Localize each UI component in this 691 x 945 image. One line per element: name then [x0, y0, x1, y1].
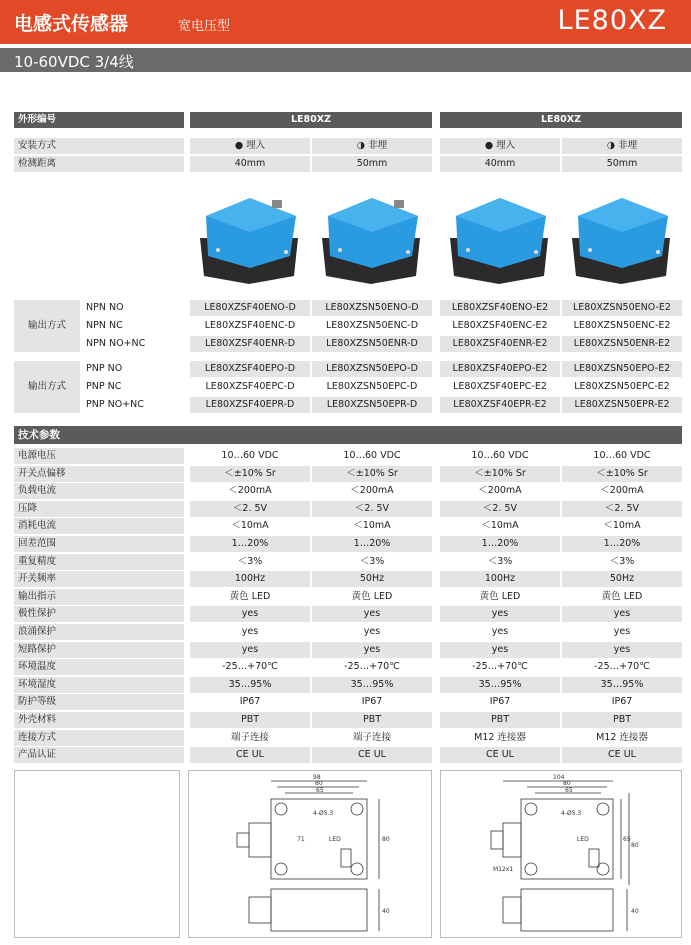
part-number: LE80XZSF40ENR-D: [190, 336, 310, 352]
param-value: 1…20%: [562, 536, 682, 552]
distance-value: 40mm: [190, 156, 310, 172]
param-value: ＜3%: [440, 554, 560, 570]
part-number: LE80XZSF40EPR-E2: [440, 397, 560, 413]
param-value: ＜2. 5V: [562, 501, 682, 517]
param-label: 回差范围: [14, 536, 184, 552]
param-value: IP67: [312, 694, 432, 710]
param-row: [14, 589, 682, 605]
param-value: 端子连接: [190, 730, 310, 746]
sensor-image: [566, 194, 676, 286]
param-label: 压降: [14, 501, 184, 517]
param-value: CE UL: [562, 747, 682, 763]
part-number: LE80XZSN50EPO-D: [312, 361, 432, 377]
part-number: LE80XZSN50ENO-D: [312, 300, 432, 316]
param-value: yes: [440, 606, 560, 622]
param-value: ＜10mA: [190, 518, 310, 534]
shape-code-label: 外形编号: [14, 112, 184, 128]
param-value: PBT: [312, 712, 432, 728]
part-number: LE80XZSN50ENR-E2: [562, 336, 682, 352]
pnp-type: PNP NC: [86, 381, 122, 392]
distance-row: [14, 156, 682, 172]
dim-label: 104: [553, 774, 565, 781]
param-value: 10…60 VDC: [562, 448, 682, 464]
dim-label: 4-Ø5.3: [561, 810, 582, 817]
install-value: ◑ 非埋: [312, 138, 432, 154]
param-row: [14, 466, 682, 482]
param-value: yes: [312, 642, 432, 658]
param-value: CE UL: [440, 747, 560, 763]
part-number: LE80XZSF40EPC-E2: [440, 379, 560, 395]
param-label: 连接方式: [14, 730, 184, 746]
part-number: LE80XZSN50ENR-D: [312, 336, 432, 352]
tech-params-title: 技术参数: [14, 426, 682, 444]
dim-label: 40: [631, 908, 639, 915]
distance-label: 检测距离: [14, 156, 184, 172]
param-row: [14, 642, 682, 658]
param-value: 35…95%: [312, 677, 432, 693]
param-value: 黄色 LED: [562, 589, 682, 605]
param-value: ＜10mA: [562, 518, 682, 534]
param-row: [14, 694, 682, 710]
param-row: [14, 571, 682, 587]
param-row: [14, 747, 682, 763]
param-row: [14, 677, 682, 693]
param-value: 100Hz: [190, 571, 310, 587]
param-value: 黄色 LED: [440, 589, 560, 605]
part-number: LE80XZSF40EPO-D: [190, 361, 310, 377]
npn-row: [14, 336, 682, 352]
param-value: PBT: [190, 712, 310, 728]
param-value: ＜2. 5V: [312, 501, 432, 517]
param-value: -25…+70℃: [190, 659, 310, 675]
group2-header: LE80XZ: [440, 112, 682, 128]
param-row: [14, 554, 682, 570]
dimension-drawing-m12: [440, 770, 682, 938]
param-value: ＜200mA: [562, 483, 682, 499]
param-value: 黄色 LED: [190, 589, 310, 605]
npn-type: NPN NC: [86, 320, 123, 331]
param-value: yes: [562, 642, 682, 658]
pnp-type: PNP NO: [86, 363, 123, 374]
param-value: yes: [562, 624, 682, 640]
pnp-row: [14, 361, 682, 377]
dim-label: 65: [623, 836, 631, 843]
param-label: 防护等级: [14, 694, 184, 710]
param-value: 100Hz: [440, 571, 560, 587]
dim-label: 80: [382, 836, 390, 843]
pnp-type: PNP NO+NC: [86, 399, 144, 410]
distance-value: 50mm: [562, 156, 682, 172]
pnp-output-label: 输出方式: [14, 361, 80, 413]
param-value: 50Hz: [562, 571, 682, 587]
product-photos: [14, 184, 682, 294]
param-value: 10…60 VDC: [440, 448, 560, 464]
part-number: LE80XZSN50ENO-E2: [562, 300, 682, 316]
param-label: 环境湿度: [14, 677, 184, 693]
part-number: LE80XZSF40ENO-D: [190, 300, 310, 316]
install-value: ● 埋入: [440, 138, 560, 154]
part-number: LE80XZSF40EPO-E2: [440, 361, 560, 377]
param-value: 1…20%: [312, 536, 432, 552]
npn-row: [14, 318, 682, 334]
param-row: [14, 536, 682, 552]
param-label: 输出指示: [14, 589, 184, 605]
param-value: 50Hz: [312, 571, 432, 587]
param-row: [14, 501, 682, 517]
param-value: 35…95%: [562, 677, 682, 693]
param-label: 重复精度: [14, 554, 184, 570]
voltage-text: 10-60VDC 3/4线: [14, 53, 134, 71]
param-row: [14, 730, 682, 746]
dim-label: LED: [577, 836, 589, 843]
pnp-row: [14, 397, 682, 413]
table-header-row: [14, 112, 682, 128]
param-label: 开关点偏移: [14, 466, 184, 482]
param-row: [14, 518, 682, 534]
param-value: -25…+70℃: [440, 659, 560, 675]
part-number: LE80XZSN50EPR-D: [312, 397, 432, 413]
voltage-bar: [0, 48, 691, 72]
tech-header-row: [14, 426, 682, 444]
param-value: 1…20%: [190, 536, 310, 552]
param-value: 黄色 LED: [312, 589, 432, 605]
param-row: [14, 448, 682, 464]
param-label: 极性保护: [14, 606, 184, 622]
param-value: ＜2. 5V: [440, 501, 560, 517]
sensor-image: [316, 194, 426, 286]
pnp-row: [14, 379, 682, 395]
npn-output-label: 输出方式: [14, 300, 80, 352]
param-label: 开关频率: [14, 571, 184, 587]
param-row: [14, 606, 682, 622]
param-value: 1…20%: [440, 536, 560, 552]
dim-label: 98: [313, 774, 321, 781]
param-value: ＜2. 5V: [190, 501, 310, 517]
param-value: -25…+70℃: [562, 659, 682, 675]
dim-label: 65: [565, 787, 573, 794]
param-row: [14, 483, 682, 499]
param-label: 外壳材料: [14, 712, 184, 728]
param-value: CE UL: [190, 747, 310, 763]
param-label: 短路保护: [14, 642, 184, 658]
param-value: 35…95%: [440, 677, 560, 693]
install-value: ● 埋入: [190, 138, 310, 154]
group1-header: LE80XZ: [190, 112, 432, 128]
param-label: 产品认证: [14, 747, 184, 763]
param-value: yes: [312, 624, 432, 640]
blank-drawing-panel: [14, 770, 180, 938]
part-number: LE80XZSF40ENR-E2: [440, 336, 560, 352]
param-value: -25…+70℃: [312, 659, 432, 675]
dim-label: 80: [563, 780, 571, 787]
param-value: CE UL: [312, 747, 432, 763]
param-value: ＜±10% Sr: [440, 466, 560, 482]
install-row: [14, 138, 682, 154]
param-value: M12 连接器: [562, 730, 682, 746]
param-value: IP67: [562, 694, 682, 710]
model-name: LE80XZ: [557, 5, 667, 36]
page-title: 电感式传感器: [14, 13, 129, 35]
dim-label: M12x1: [493, 866, 514, 873]
title-bar: [0, 0, 691, 44]
part-number: LE80XZSF40ENC-E2: [440, 318, 560, 334]
part-number: LE80XZSN50EPR-E2: [562, 397, 682, 413]
param-value: ＜200mA: [440, 483, 560, 499]
npn-type: NPN NO+NC: [86, 338, 146, 349]
page-subtitle: 宽电压型: [178, 19, 231, 34]
part-number: LE80XZSF40EPR-D: [190, 397, 310, 413]
param-value: M12 连接器: [440, 730, 560, 746]
part-number: LE80XZSN50EPC-D: [312, 379, 432, 395]
param-label: 浪涌保护: [14, 624, 184, 640]
distance-value: 40mm: [440, 156, 560, 172]
dim-label: 4-Ø5.3: [313, 810, 334, 817]
part-number: LE80XZSF40ENO-E2: [440, 300, 560, 316]
param-value: yes: [190, 624, 310, 640]
part-number: LE80XZSN50ENC-D: [312, 318, 432, 334]
param-value: 35…95%: [190, 677, 310, 693]
npn-type: NPN NO: [86, 302, 124, 313]
part-number: LE80XZSF40ENC-D: [190, 318, 310, 334]
param-label: 消耗电流: [14, 518, 184, 534]
param-value: yes: [190, 606, 310, 622]
param-value: ＜200mA: [312, 483, 432, 499]
param-value: yes: [312, 606, 432, 622]
dim-label: 40: [382, 908, 390, 915]
param-row: [14, 712, 682, 728]
param-label: 环境温度: [14, 659, 184, 675]
part-number: LE80XZSN50ENC-E2: [562, 318, 682, 334]
param-value: 10…60 VDC: [312, 448, 432, 464]
param-value: 端子连接: [312, 730, 432, 746]
param-row: [14, 624, 682, 640]
sensor-image: [444, 194, 554, 286]
part-number: LE80XZSF40EPC-D: [190, 379, 310, 395]
npn-row: [14, 300, 682, 316]
param-value: 10…60 VDC: [190, 448, 310, 464]
param-label: 负载电流: [14, 483, 184, 499]
param-value: yes: [440, 624, 560, 640]
param-value: IP67: [440, 694, 560, 710]
param-value: ＜10mA: [312, 518, 432, 534]
part-number: LE80XZSN50EPO-E2: [562, 361, 682, 377]
param-label: 电源电压: [14, 448, 184, 464]
dim-label: 80: [315, 780, 323, 787]
sensor-image: [194, 194, 304, 286]
param-row: [14, 659, 682, 675]
distance-value: 50mm: [312, 156, 432, 172]
dim-label: 80: [631, 842, 639, 849]
install-value: ◑ 非埋: [562, 138, 682, 154]
param-value: ＜±10% Sr: [562, 466, 682, 482]
install-label: 安装方式: [14, 138, 184, 154]
param-value: PBT: [440, 712, 560, 728]
param-value: yes: [562, 606, 682, 622]
param-value: ＜±10% Sr: [312, 466, 432, 482]
param-value: ＜3%: [562, 554, 682, 570]
param-value: ＜200mA: [190, 483, 310, 499]
param-value: yes: [440, 642, 560, 658]
param-value: ＜3%: [312, 554, 432, 570]
part-number: LE80XZSN50EPC-E2: [562, 379, 682, 395]
param-value: PBT: [562, 712, 682, 728]
dim-label: 65: [316, 787, 324, 794]
param-value: ＜±10% Sr: [190, 466, 310, 482]
param-value: yes: [190, 642, 310, 658]
dim-label: 71: [297, 836, 305, 843]
param-value: IP67: [190, 694, 310, 710]
param-value: ＜3%: [190, 554, 310, 570]
dimension-drawing-terminal: [188, 770, 432, 938]
dim-label: LED: [329, 836, 341, 843]
param-value: ＜10mA: [440, 518, 560, 534]
